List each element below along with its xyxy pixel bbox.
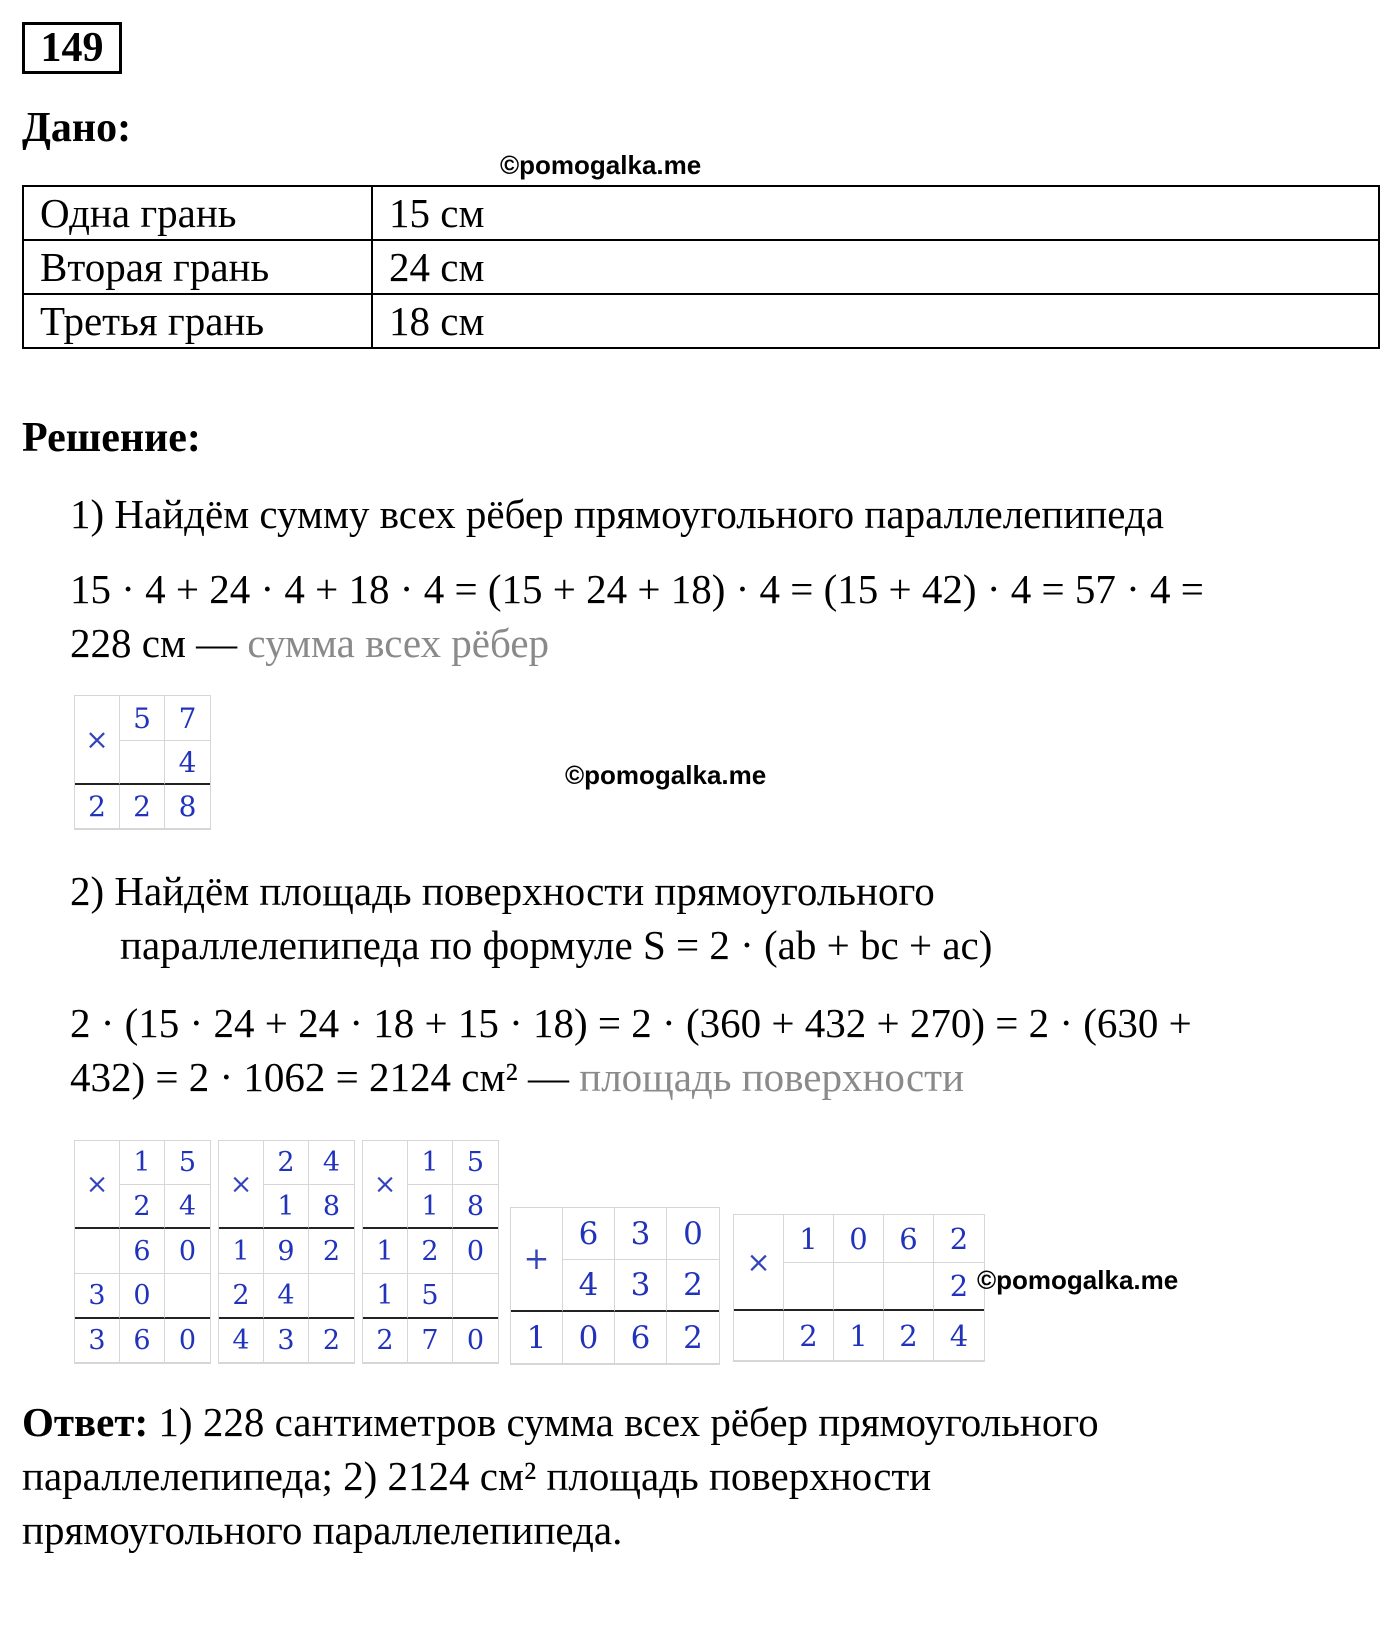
answer-text: 1) 228 сантиметров сумма всех рёбер прямоугольного — [158, 1399, 1099, 1445]
step2-title-line1: 2) Найдём площадь поверхности прямоугольного — [70, 868, 935, 914]
digit: 3 — [264, 1319, 309, 1363]
digit: 3 — [75, 1319, 120, 1363]
edge-value: 15 см — [372, 186, 1379, 240]
step2-result — [70, 1053, 964, 1101]
digit: 6 — [884, 1215, 934, 1263]
digit: 5 — [120, 696, 165, 741]
calc-15x18 — [362, 1140, 499, 1364]
step2-equation: 2 · (15 · 24 + 24 · 18 + 15 · 18) = 2 · (360 + 432 + 270) = 2 · (630 + — [70, 1000, 1192, 1046]
multiply-sign: × — [219, 1141, 264, 1229]
digit: 1 — [363, 1274, 408, 1319]
digit: 6 — [563, 1208, 615, 1260]
digit: 4 — [219, 1319, 264, 1363]
digit: 8 — [453, 1185, 498, 1229]
digit: 0 — [165, 1319, 210, 1363]
digit: 8 — [309, 1185, 354, 1229]
digit: 2 — [309, 1229, 354, 1274]
digit: 9 — [264, 1229, 309, 1274]
digit: 0 — [453, 1319, 498, 1363]
solution-heading: Решение: — [22, 415, 201, 461]
digit — [309, 1274, 354, 1319]
step1-note: сумма всех рёбер — [247, 620, 550, 666]
digit: 1 — [511, 1312, 563, 1364]
digit: 4 — [934, 1311, 984, 1361]
digit: 5 — [453, 1141, 498, 1185]
digit: 1 — [408, 1141, 453, 1185]
digit: 0 — [563, 1312, 615, 1364]
answer-label: Ответ: — [22, 1399, 149, 1445]
digit: 1 — [834, 1311, 884, 1361]
watermark: ©pomogalka.me — [977, 1265, 1179, 1295]
given-heading: Дано: — [22, 105, 132, 151]
digit — [165, 1274, 210, 1319]
edge-value: 24 см — [372, 240, 1379, 294]
digit: 2 — [667, 1260, 719, 1312]
multiply-sign: × — [734, 1215, 784, 1311]
plus-sign: + — [511, 1208, 563, 1312]
digit: 1 — [219, 1229, 264, 1274]
digit: 2 — [120, 1185, 165, 1229]
multiply-sign: × — [363, 1141, 408, 1229]
digit: 5 — [165, 1141, 210, 1185]
answer-line3: прямоугольного параллелепипеда. — [22, 1507, 623, 1553]
digit — [75, 1229, 120, 1274]
digit: 3 — [615, 1260, 667, 1312]
digit: 4 — [563, 1260, 615, 1312]
problem-number: 149 — [22, 22, 122, 74]
table-row — [23, 294, 1379, 348]
digit: 2 — [75, 785, 120, 829]
digit: 6 — [120, 1319, 165, 1363]
digit: 6 — [615, 1312, 667, 1364]
watermark: ©pomogalka.me — [565, 760, 767, 790]
digit: 4 — [264, 1274, 309, 1319]
digit: 7 — [408, 1319, 453, 1363]
digit: 2 — [934, 1263, 984, 1311]
calc-630-plus-432 — [510, 1207, 720, 1365]
digit — [884, 1263, 934, 1311]
digit: 3 — [75, 1274, 120, 1319]
table-row — [23, 186, 1379, 240]
table-row — [23, 240, 1379, 294]
digit: 2 — [309, 1319, 354, 1363]
step1-equation: 15 · 4 + 24 · 4 + 18 · 4 = (15 + 24 + 18) · 4 = (15 + 42) · 4 = 57 · 4 = — [70, 566, 1204, 612]
digit — [120, 741, 165, 785]
digit: 1 — [264, 1185, 309, 1229]
given-table — [22, 185, 1380, 349]
digit: 1 — [784, 1215, 834, 1263]
digit: 0 — [667, 1208, 719, 1260]
answer-line1 — [22, 1398, 1099, 1446]
digit: 2 — [120, 785, 165, 829]
step1-result — [70, 619, 549, 667]
step2-title-line2: параллелепипеда по формуле S = 2 · (ab + bc + ac) — [120, 922, 993, 968]
digit: 1 — [408, 1185, 453, 1229]
digit: 4 — [165, 1185, 210, 1229]
digit: 1 — [363, 1229, 408, 1274]
digit: 4 — [165, 741, 210, 785]
step2-note: площадь поверхности — [579, 1054, 965, 1100]
digit: 2 — [408, 1229, 453, 1274]
digit: 6 — [120, 1229, 165, 1274]
calc-24x18 — [218, 1140, 355, 1364]
digit: 2 — [784, 1311, 834, 1361]
edge-value: 18 см — [372, 294, 1379, 348]
calc-57x4 — [74, 695, 211, 830]
multiply-sign: × — [75, 1141, 120, 1229]
multiply-sign: × — [75, 696, 120, 785]
watermark: ©pomogalka.me — [500, 150, 702, 180]
digit: 0 — [834, 1215, 884, 1263]
digit: 5 — [408, 1274, 453, 1319]
digit: 2 — [667, 1312, 719, 1364]
digit: 2 — [363, 1319, 408, 1363]
digit: 2 — [219, 1274, 264, 1319]
digit — [734, 1311, 784, 1361]
digit — [784, 1263, 834, 1311]
digit: 3 — [615, 1208, 667, 1260]
digit: 0 — [453, 1229, 498, 1274]
edge-label: Одна грань — [23, 186, 372, 240]
digit: 0 — [120, 1274, 165, 1319]
step1-result-value: 228 см — — [70, 620, 238, 666]
digit: 2 — [264, 1141, 309, 1185]
edge-label: Вторая грань — [23, 240, 372, 294]
step2-result-value: 432) = 2 · 1062 = 2124 см² — — [70, 1054, 569, 1100]
digit — [834, 1263, 884, 1311]
edge-label: Третья грань — [23, 294, 372, 348]
digit: 1 — [120, 1141, 165, 1185]
digit: 0 — [165, 1229, 210, 1274]
digit: 2 — [884, 1311, 934, 1361]
calc-1062x2 — [733, 1214, 985, 1362]
step1-title: 1) Найдём сумму всех рёбер прямоугольного параллелепипеда — [70, 491, 1164, 537]
digit: 7 — [165, 696, 210, 741]
digit: 4 — [309, 1141, 354, 1185]
digit: 8 — [165, 785, 210, 829]
digit — [453, 1274, 498, 1319]
answer-line2: параллелепипеда; 2) 2124 см² площадь поверхности — [22, 1453, 932, 1499]
calc-15x24 — [74, 1140, 211, 1364]
digit: 2 — [934, 1215, 984, 1263]
